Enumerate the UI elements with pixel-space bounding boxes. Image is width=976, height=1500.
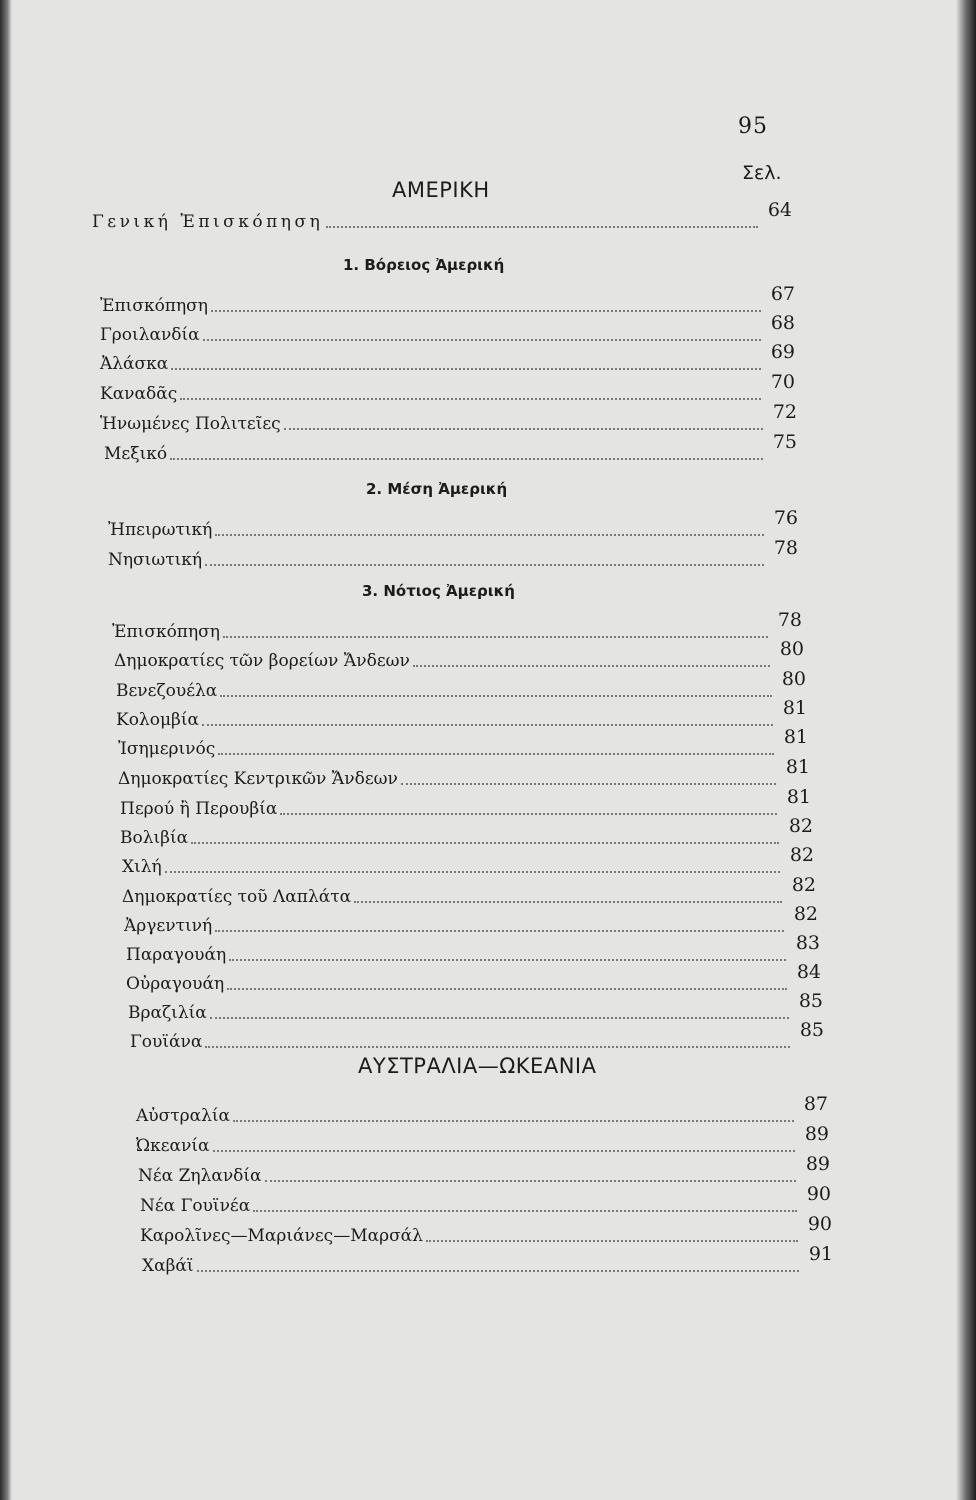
toc-entry[interactable] <box>136 1093 828 1126</box>
toc-entry-label: Γροιλανδία <box>100 325 200 345</box>
toc-entry-page: 72 <box>772 401 797 423</box>
dot-leader <box>426 1239 798 1242</box>
toc-entry-page: 82 <box>793 903 818 925</box>
toc-entry[interactable] <box>108 537 798 570</box>
toc-entry[interactable] <box>114 638 804 671</box>
toc-entry[interactable] <box>100 371 795 404</box>
section-title-america: ΑΜΕΡΙΚΗ <box>392 178 490 202</box>
page-number: 95 <box>738 114 768 139</box>
dot-leader <box>205 563 764 566</box>
toc-entry-page: 89 <box>805 1153 830 1175</box>
toc-entry-page: 90 <box>806 1183 831 1205</box>
dot-leader <box>229 958 786 961</box>
toc-entry-page: 78 <box>777 609 802 631</box>
toc-entry-label: Αὐστραλία <box>136 1106 231 1126</box>
toc-entry-label: Ἰσημερινός <box>118 739 216 759</box>
toc-entry-page: 67 <box>770 283 795 305</box>
toc-entry[interactable] <box>100 401 797 434</box>
dot-leader <box>326 225 758 228</box>
toc-entry-label: Γουϊάνα <box>130 1032 203 1052</box>
dot-leader <box>233 1119 794 1122</box>
dot-leader <box>253 1209 797 1212</box>
section-title-oceania: ΑΥΣΤΡΑΛΙΑ—ΩΚΕΑΝΙΑ <box>358 1054 597 1078</box>
dot-leader <box>210 1016 789 1019</box>
toc-entry-label: Βολιβία <box>120 828 189 848</box>
toc-entry-label: Ἐπισκόπηση <box>100 296 208 316</box>
toc-entry-page: 83 <box>795 932 820 954</box>
toc-entry-label: Νέα Ζηλανδία <box>138 1166 262 1186</box>
toc-entry-label: Καρολῖνες—Μαριάνες—Μαρσάλ <box>140 1226 423 1246</box>
toc-entry[interactable] <box>100 312 795 345</box>
dot-leader <box>413 664 770 667</box>
toc-entry-page: 64 <box>767 199 792 221</box>
dot-leader <box>220 694 772 697</box>
dot-leader <box>280 812 777 815</box>
toc-entry-label: Νησιωτική <box>108 550 203 570</box>
toc-entry-label: Ἀργεντινή <box>124 916 213 936</box>
toc-entry-label: Βενεζουέλα <box>116 681 218 701</box>
toc-entry[interactable] <box>120 786 811 819</box>
toc-entry-page: 91 <box>808 1243 833 1265</box>
dot-leader <box>180 397 761 400</box>
toc-entry-label: Κολομβία <box>116 710 199 730</box>
toc-entry-page: 75 <box>772 431 797 453</box>
toc-entry-page: 87 <box>803 1093 828 1115</box>
dot-leader <box>205 1045 790 1048</box>
toc-entry-label: Περού ἢ Περουβία <box>120 799 278 819</box>
toc-entry[interactable] <box>130 1019 824 1052</box>
dot-leader <box>191 841 779 844</box>
dot-leader <box>215 533 764 536</box>
toc-entry-label: Ἐπισκόπηση <box>112 622 220 642</box>
dot-leader <box>197 1269 799 1272</box>
toc-entry-general-overview[interactable] <box>92 199 792 232</box>
toc-entry-page: 68 <box>770 312 795 334</box>
toc-entry[interactable] <box>136 1123 829 1156</box>
toc-entry-page: 81 <box>786 786 811 808</box>
toc-entry-page: 76 <box>773 507 798 529</box>
toc-entry-page: 81 <box>783 726 808 748</box>
dot-leader <box>170 457 763 460</box>
toc-entry-label: Ἀλάσκα <box>100 354 169 374</box>
toc-entry[interactable] <box>126 961 821 994</box>
toc-entry-label: Δημοκρατίες τοῦ Λαπλάτα <box>122 887 352 907</box>
toc-entry[interactable] <box>108 507 798 540</box>
toc-entry-label: Χαβάϊ <box>142 1256 194 1276</box>
toc-entry[interactable] <box>116 668 806 701</box>
dot-leader <box>227 987 787 990</box>
toc-entry-page: 89 <box>804 1123 829 1145</box>
toc-entry-label: Καναδᾶς <box>100 384 178 404</box>
toc-entry[interactable] <box>100 283 795 316</box>
toc-entry-page: 85 <box>799 1019 824 1041</box>
dot-leader <box>354 900 782 903</box>
toc-entry[interactable] <box>122 844 814 877</box>
dot-leader <box>215 929 784 932</box>
toc-entry[interactable] <box>100 341 795 374</box>
dot-leader <box>171 367 761 370</box>
dot-leader <box>202 723 773 726</box>
toc-entry-label: Ἠπειρωτική <box>108 520 213 540</box>
toc-entry[interactable] <box>112 609 802 642</box>
page-column-heading: Σελ. <box>742 162 782 184</box>
toc-entry-label: Δημοκρατίες τῶν βορείων Ἄνδεων <box>114 651 410 671</box>
toc-entry[interactable] <box>128 990 823 1023</box>
dot-leader <box>265 1179 796 1182</box>
toc-entry[interactable] <box>140 1213 832 1246</box>
toc-entry-page: 81 <box>785 756 810 778</box>
dot-leader <box>213 1149 796 1152</box>
toc-entry-page: 81 <box>782 697 807 719</box>
toc-entry-page: 70 <box>770 371 795 393</box>
toc-entry-label: Ἡνωμένες Πολιτεῖες <box>100 414 281 434</box>
toc-entry[interactable] <box>138 1153 830 1186</box>
toc-entry-page: 80 <box>781 668 806 690</box>
dot-leader <box>401 782 776 785</box>
toc-entry-page: 90 <box>807 1213 832 1235</box>
toc-entry-page: 69 <box>770 341 795 363</box>
toc-entry-label: Δημοκρατίες Κεντρικῶν Ἄνδεων <box>118 769 398 789</box>
toc-entry[interactable] <box>120 815 813 848</box>
toc-entry-label: Βραζιλία <box>128 1003 207 1023</box>
dot-leader <box>211 309 761 312</box>
dot-leader <box>284 427 763 430</box>
subsection-title-middle: 2. Μέση Ἀμερική <box>366 480 508 498</box>
toc-entry-label: Χιλή <box>122 857 162 877</box>
dot-leader <box>223 635 768 638</box>
dot-leader <box>203 338 761 341</box>
toc-entry[interactable] <box>122 874 816 907</box>
toc-entry-page: 82 <box>788 815 813 837</box>
toc-entry[interactable] <box>142 1243 833 1276</box>
toc-entry-page: 84 <box>796 961 821 983</box>
toc-entry[interactable] <box>124 903 818 936</box>
toc-entry-label: Γενική Ἐπισκόπηση <box>92 212 324 232</box>
toc-entry[interactable] <box>116 697 807 730</box>
toc-entry[interactable] <box>104 431 797 464</box>
toc-entry-label: Νέα Γουϊνέα <box>140 1196 251 1216</box>
toc-entry[interactable] <box>118 726 808 759</box>
toc-entry[interactable] <box>118 756 810 789</box>
toc-entry-label: Ὠκεανία <box>136 1136 210 1156</box>
toc-entry-label: Οὐραγουάη <box>126 974 225 994</box>
toc-entry-page: 82 <box>789 844 814 866</box>
toc-entry-page: 82 <box>791 874 816 896</box>
dot-leader <box>218 752 774 755</box>
toc-entry[interactable] <box>140 1183 831 1216</box>
toc-entry-page: 80 <box>779 638 804 660</box>
subsection-title-south: 3. Νότιος Ἀμερική <box>362 582 515 600</box>
toc-entry-label: Μεξικό <box>104 444 168 464</box>
dot-leader <box>165 870 780 873</box>
subsection-title-north: 1. Βόρειος Ἀμερική <box>343 256 505 274</box>
toc-entry-label: Παραγουάη <box>126 945 227 965</box>
toc-entry[interactable] <box>126 932 820 965</box>
toc-entry-page: 85 <box>798 990 823 1012</box>
toc-entry-page: 78 <box>773 537 798 559</box>
